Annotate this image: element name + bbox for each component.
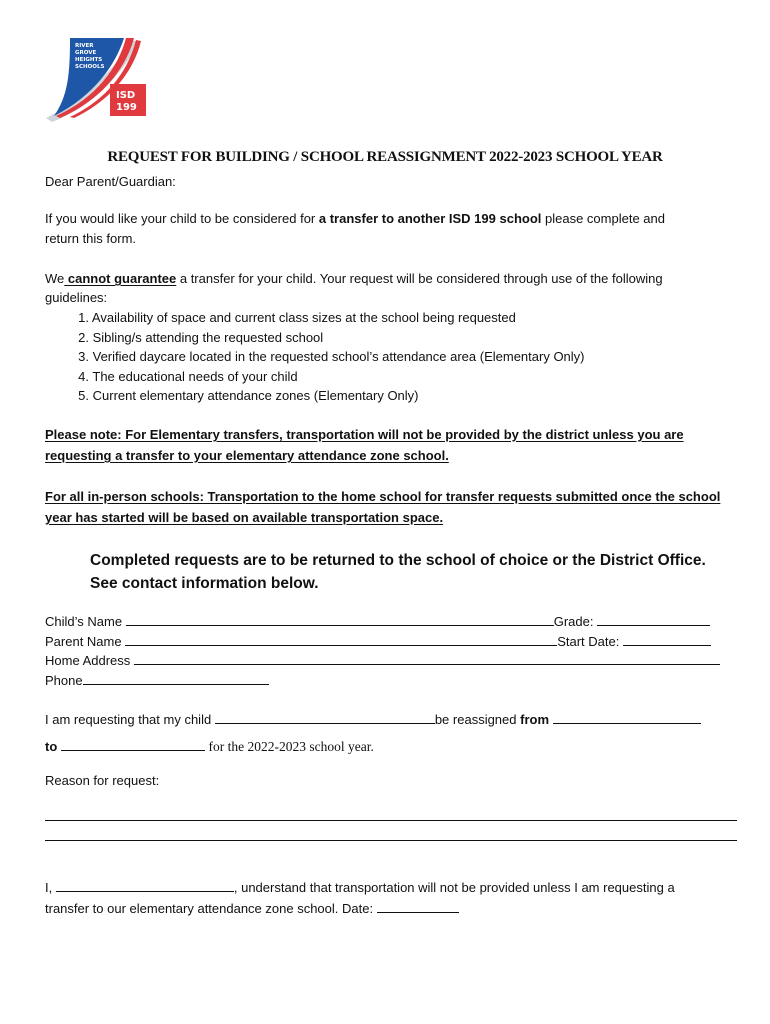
grade-label: Grade: [553,614,594,629]
home-address-row [45,651,720,671]
guideline-text: Sibling/s attending the requested school [92,329,324,345]
acknowledgement-line-1 [45,878,675,898]
child-request-field[interactable] [215,710,435,724]
in-person-note-line-1: For all in-person schools: Transportation to the home school for transfer requests submitted once the school [45,489,721,504]
guideline-text: Availability of space and current class sizes at the school being requested [91,310,516,325]
guideline-number: 3. [78,349,89,364]
child-name-label: Child’s Name [45,614,123,629]
child-name-row [45,612,710,632]
logo-line-4: SCHOOLS [75,64,105,70]
greeting: Dear Parent/Guardian: [45,174,176,189]
reason-line-1[interactable] [45,820,737,821]
return-notice-line-2: See contact information below. [90,575,319,592]
guideline-item [45,367,585,387]
reason-line-2[interactable] [45,840,737,841]
request-row [45,710,701,730]
ack-name-field[interactable] [56,878,234,892]
start-date-field[interactable] [623,632,711,646]
guideline-item [45,386,585,406]
return-notice-line-1: Completed requests are to be returned to the school of choice or the District Office. [90,552,706,569]
guarantee-line-1 [45,269,663,289]
district-logo [44,34,150,122]
logo-badge-bottom: 199 [116,102,137,113]
guideline-number: 2. [78,329,89,345]
intro-after: please complete and [541,211,665,226]
guideline-item [45,308,585,328]
intro-line-1 [45,209,665,229]
request-from-label: from [520,712,550,727]
guarantee-we: We [45,271,65,286]
start-date-label: Start Date: [557,634,620,649]
logo-line-3: HEIGHTS [75,57,103,63]
ack-line2: transfer to our elementary attendance zone school. Date: [45,901,374,916]
parent-name-field[interactable] [125,632,557,646]
guideline-number: 4. [78,368,89,384]
to-school-field[interactable] [61,737,205,751]
logo-line-1: RIVER [75,43,94,49]
request-prefix: I am requesting that my child [45,712,212,727]
ack-date-field[interactable] [377,899,459,913]
logo-badge-top: ISD [116,90,136,101]
guideline-number: 5. [78,388,89,403]
phone-field[interactable] [83,671,269,685]
guideline-number: 1. [78,310,89,325]
intro-text: If you would like your child to be considered for [45,211,319,226]
guideline-text: The educational needs of your child [92,368,298,384]
guideline-item [45,328,585,348]
request-mid: be reassigned [434,712,517,727]
guarantee-bold: cannot guarantee [64,271,177,286]
intro-line-2: return this form. [45,231,137,246]
grade-field[interactable] [597,612,710,626]
guideline-text: Verified daycare located in the requested school’s attendance area (Elementary Only) [92,349,585,364]
request-suffix: for the 2022-2023 school year. [208,739,374,754]
intro-bold: a transfer to another ISD 199 school [318,211,542,226]
page-title: REQUEST FOR BUILDING / SCHOOL REASSIGNMENT 2022-2023 SCHOOL YEAR [107,149,663,165]
ack-suffix: , understand that transportation will not be provided unless I am requesting a [233,880,675,895]
home-address-label: Home Address [45,653,131,668]
guidelines-list [45,308,585,406]
home-address-field[interactable] [134,651,720,665]
guideline-text: Current elementary attendance zones (Elementary Only) [92,388,419,403]
elementary-note-line-2: requesting a transfer to your elementary attendance zone school. [45,448,449,463]
request-to-row [45,737,374,757]
phone-row [45,671,269,691]
logo-line-2: GROVE [75,50,97,56]
elementary-note-line-1: Please note: For Elementary transfers, transportation will not be provided by the district unless you are [45,427,684,442]
child-name-field[interactable] [126,612,554,626]
from-school-field[interactable] [553,710,701,724]
in-person-note-line-2: year has started will be based on available transportation space. [45,510,444,525]
ack-prefix: I, [45,880,53,895]
guarantee-after: a transfer for your child. Your request will be considered through use of the following [176,271,663,286]
guideline-item [45,347,585,367]
acknowledgement-line-2 [45,899,459,919]
request-to-label: to [45,739,58,754]
phone-label: Phone [45,673,83,688]
reason-label: Reason for request: [45,773,160,788]
guarantee-line-2: guidelines: [45,290,108,305]
logo-graphic [44,34,150,122]
parent-name-label: Parent Name [45,634,122,649]
parent-name-row [45,632,711,652]
